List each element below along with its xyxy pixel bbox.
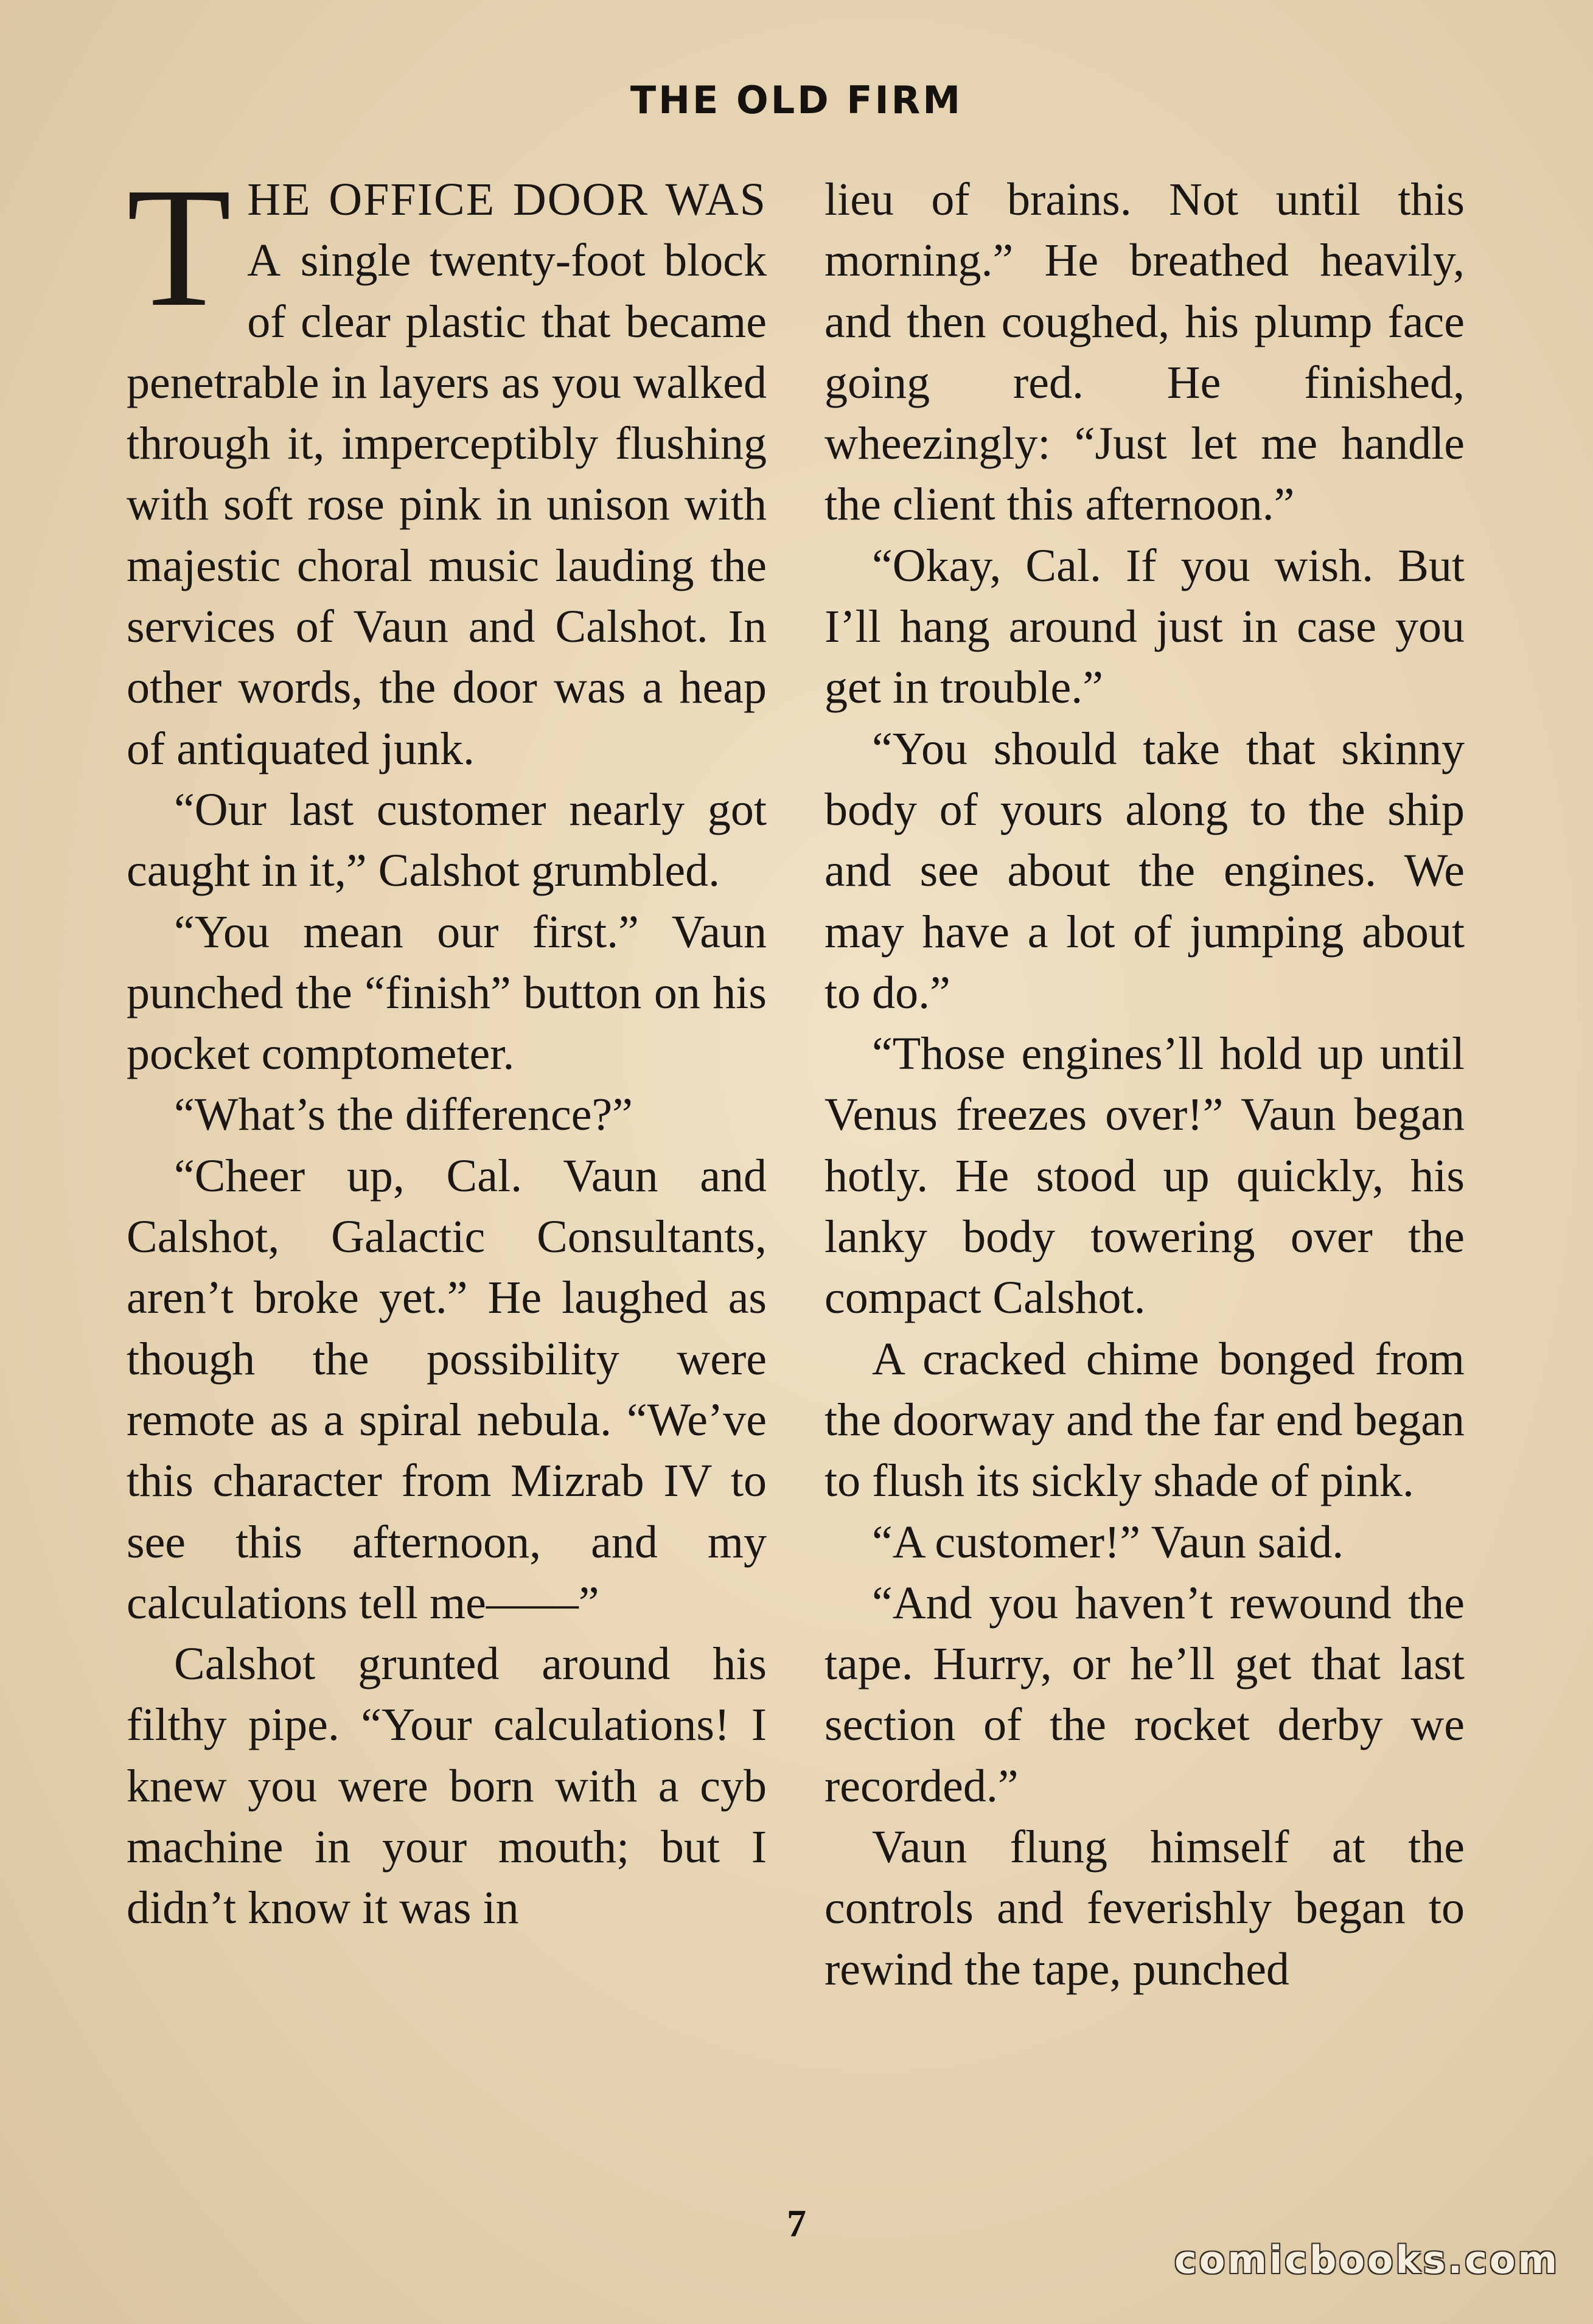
paragraph: “Okay, Cal. If you wish. But I’ll hang around just in case you get in trouble.” [824,540,1465,714]
running-head: THE OLD FIRM [630,78,963,122]
paragraph: Vaun flung himself at the controls and feverishly began to rewind the tape, punched [824,1821,1465,1995]
paragraph: “You should take that skinny body of yours along to the ship and see about the engines. We may have a lot of jumping about to do.” [824,723,1465,1018]
paragraph: “And you haven’t rewound the tape. Hurry, or he’ll get that last section of the rocket derby we recorded.” [824,1577,1465,1812]
left-column [127,152,767,1939]
page-number: 7 [787,2202,806,2245]
continued-paragraph: lieu of brains. Not until this morning.” He breathed heavily, and then coughed, his plump face going red. He finished, wheezingly: “Just let me handle the client this afternoon.” [824,174,1465,531]
opening-paragraph [127,152,767,779]
paragraph: “Those engines’ll hold up until Venus freezes over!” Vaun began hotly. He stood up quickly, his lanky body towering over the compact Calshot. [824,1028,1465,1324]
drop-cap: T [127,152,232,342]
paragraph: “Cheer up, Cal. Vaun and Calshot, Galactic Consultants, aren’t broke yet.” He laughed as though the possibility were remote as a spiral nebula. “We’ve this character from Mizrab IV to see this afternoon, and my calculations tell me——” [127,1150,767,1629]
right-column [824,169,1465,2000]
paragraph: “Our last customer nearly got caught in it,” Calshot grumbled. [127,784,767,897]
opening-paragraph-text: single twenty-foot block of clear plastic that became penetrable in layers as you walked through it, imperceptibly flushing with soft rose pink in unison with majestic choral music lauding the services of Vaun and Calshot. In other words, the door was a heap of antiquated junk. [127,235,767,774]
watermark: comicbooks.com [1174,2238,1560,2282]
paragraph: “You mean our first.” Vaun punched the “finish” button on his pocket comptometer. [127,906,767,1080]
opening-small-caps: HE OFFICE DOOR WAS A [247,174,767,287]
paragraph: “A customer!” Vaun said. [872,1516,1344,1568]
paragraph: “What’s the difference?” [174,1089,633,1141]
paragraph: A cracked chime bonged from the doorway and the far end began to flush its sickly shade of pink. [824,1333,1465,1507]
paragraph: Calshot grunted around his filthy pipe. “Your calculations! I knew you were born with a cyb machine in your mouth; but I didn’t know it was in [127,1638,767,1934]
